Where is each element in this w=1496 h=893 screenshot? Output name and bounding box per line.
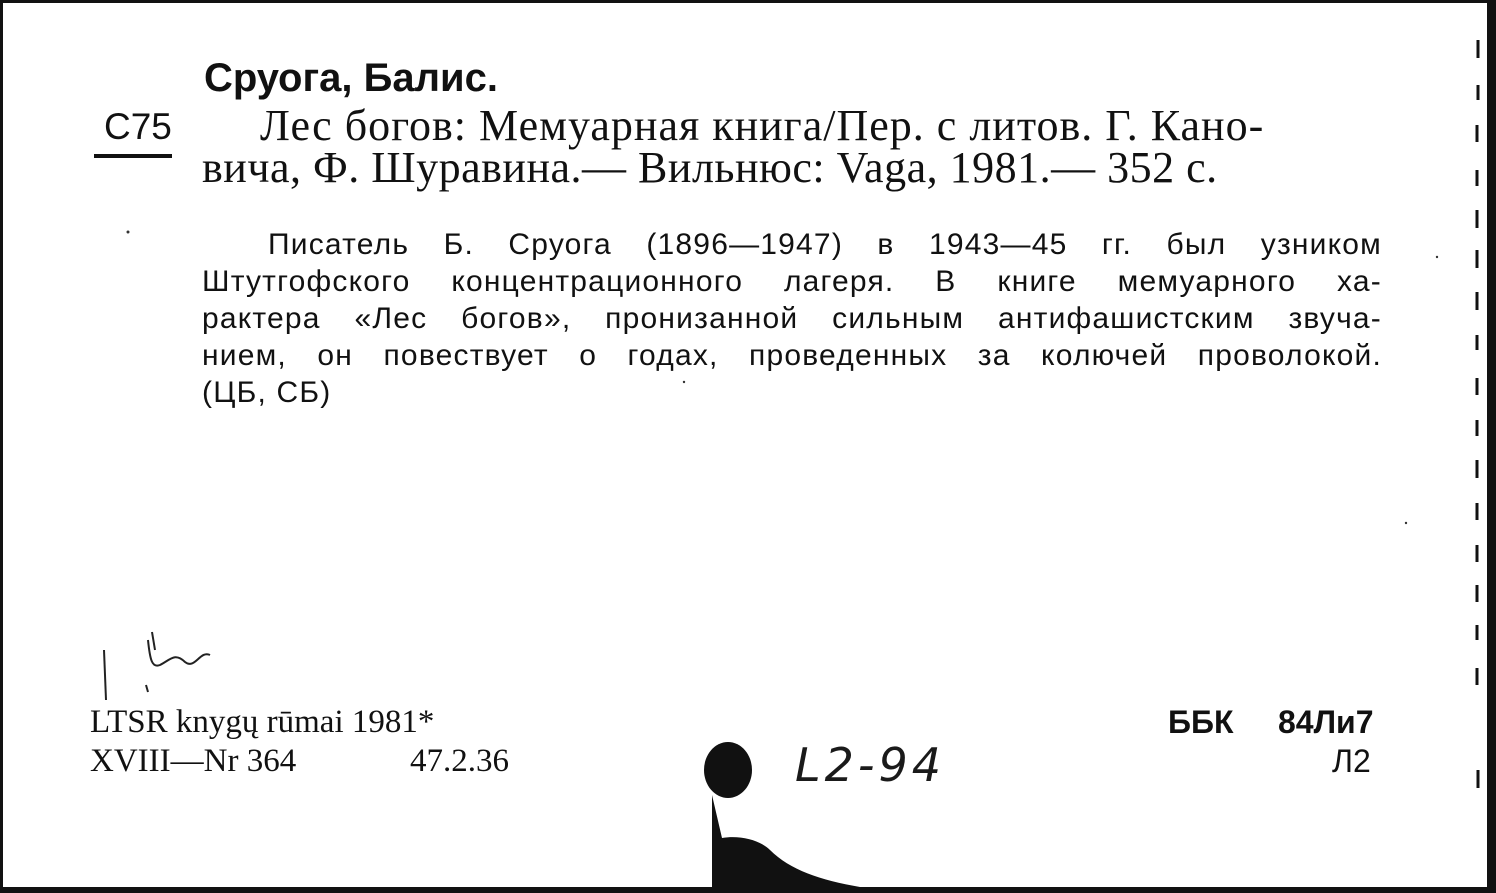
pencil-mark-icon bbox=[104, 632, 210, 700]
annotation-line: Писатель Б. Сруога (1896—1947) в 1943—45 гг. был узником bbox=[268, 228, 1382, 261]
filing-hole-icon bbox=[704, 742, 860, 887]
title-line-1: Лес богов: Мемуарная книга/Пер. с литов. Г. Кано- bbox=[260, 101, 1265, 150]
author-heading: Сруога, Балис. bbox=[204, 56, 498, 100]
order-number: XVIII—Nr 364 bbox=[90, 743, 297, 779]
speck-mark bbox=[1436, 256, 1438, 258]
handwritten-note: L2-94 bbox=[795, 738, 946, 792]
annotation-line: (ЦБ, СБ) bbox=[202, 376, 332, 409]
title-line-2: вича, Ф. Шуравина.— Вильнюс: Vaga, 1981.— 352 с. bbox=[202, 143, 1218, 192]
publisher-line: LTSR knygų rūmai 1981* bbox=[90, 704, 435, 740]
speck-mark bbox=[127, 231, 130, 234]
bbk-sub: Л2 bbox=[1332, 743, 1371, 779]
annotation-line: нием, он повествует о годах, проведенных за колючей проволокой. bbox=[202, 339, 1382, 372]
annotation-line: рактера «Лес богов», пронизанной сильным антифашистским звуча- bbox=[202, 302, 1382, 335]
right-margin-dashes bbox=[1477, 40, 1478, 788]
bbk-label: ББК bbox=[1168, 704, 1234, 740]
price-code: 47.2.36 bbox=[410, 743, 509, 779]
bbk-code: 84Ли7 bbox=[1278, 704, 1374, 740]
speck-mark bbox=[683, 381, 685, 383]
speck-mark bbox=[1405, 522, 1407, 524]
annotation-line: Штутгофского концентрационного лагеря. В книге мемуарного ха- bbox=[202, 265, 1382, 298]
call-number: С75 bbox=[104, 106, 172, 147]
